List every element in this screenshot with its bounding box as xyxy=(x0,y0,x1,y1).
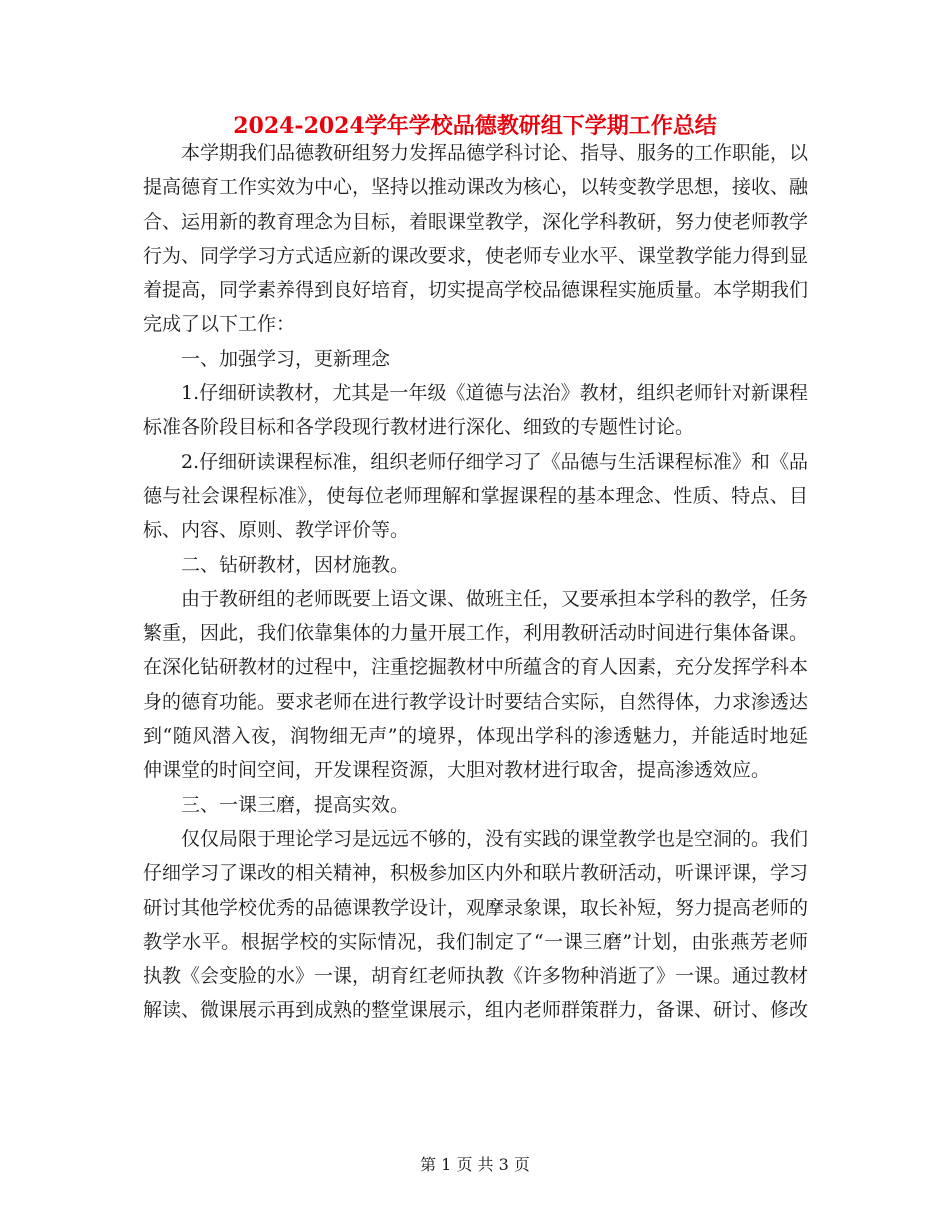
paragraph-intro: 本学期我们品德教研组努力发挥品德学科讨论、指导、服务的工作职能，以提高德育工作实效为中心，坚持以推动课改为核心，以转变教学思想，接收、融合、运用新的教育理念为目标，着眼课堂教学，深化学科教研，努力使老师教学行为、同学学习方式适应新的课改要求，使老师专业水平、课堂教学能力得到显着提高，同学素养得到良好培育，切实提高学校品德课程实施质量。本学期我们完成了以下工作： xyxy=(143,142,809,336)
section-heading-2: 二、钻研教材，因材施教。 xyxy=(181,553,410,576)
paragraph-section-3: 仅仅局限于理论学习是远远不够的，没有实践的课堂教学也是空洞的。我们仔细学习了课改的相关精神，积极参加区内外和联片教研活动，听课评课，学习研讨其他学校优秀的品德课教学设计，观摩录象课，取长补短，努力提高老师的教学水平。根据学校的实际情况，我们制定了“一课三磨”计划，由张燕芳老师执教《会变脸的水》一课，胡育红老师执教《许多物种消逝了》一课。通过教材解读、微课展示再到成熟的整堂课展示，组内老师群策群力，备课、研讨、修改 xyxy=(143,827,809,1022)
section-heading-3: 三、一课三磨，提高实效。 xyxy=(181,793,410,816)
page-footer: 第 1 页 共 3 页 xyxy=(420,1155,530,1174)
document-body xyxy=(143,136,808,1028)
paragraph-item-2: 2.仔细研读课程标准，组织老师仔细学习了《品德与生活课程标准》和《品德与社会课程标准》，使每位老师理解和掌握课程的基本理念、性质、特点、目标、内容、原则、教学评价等。 xyxy=(143,450,808,542)
paragraph-item-1: 1.仔细研读教材，尤其是一年级《道德与法治》教材，组织老师针对新课程标准各阶段目标和各学段现行教材进行深化、细致的专题性讨论。 xyxy=(143,382,808,439)
document-title: 2024-2024学年学校品德教研组下学期工作总结 xyxy=(233,113,717,139)
section-heading-1: 一、加强学习，更新理念 xyxy=(181,347,391,370)
paragraph-section-2: 由于教研组的老师既要上语文课、做班主任，又要承担本学科的教学，任务繁重，因此，我们依靠集体的力量开展工作，利用教研活动时间进行集体备课。在深化钻研教材的过程中，注重挖掘教材中所蕴含的育人因素，充分发挥学科本身的德育功能。要求老师在进行教学设计时要结合实际，自然得体，力求渗透达到“随风潜入夜，润物细无声”的境界，体现出学科的渗透魅力，并能适时地延伸课堂的时间空间，开发课程资源，大胆对教材进行取舍，提高渗透效应。 xyxy=(143,587,809,782)
